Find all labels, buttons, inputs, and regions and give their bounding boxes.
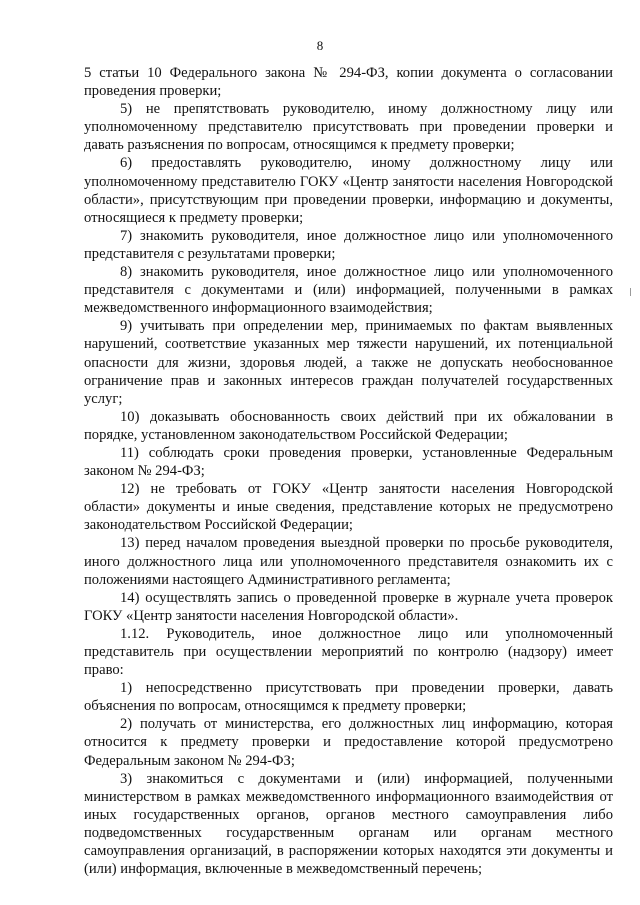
paragraph-item-13: 13) перед началом проведения выездной проверки по просьбе руководителя, иного должностного лица или уполномоченного представителя ознакомить их с положениями настоящего Административного регламента; xyxy=(84,535,613,588)
paragraph-right-1: 1) непосредственно присутствовать при проведении проверки, давать объяснения по вопросам, относящимся к предмету проверки; xyxy=(84,680,613,715)
paragraph-item-11: 11) соблюдать сроки проведения проверки, установленные Федеральным законом № 294-ФЗ; xyxy=(84,444,613,480)
paragraph-right-3: 3) знакомиться с документами и (или) информацией, полученными министерством в рамках межведомственного информационного взаимодействия от иных государственных органов, органов местного самоуправления либо подведомственных государственным органам или органам местного самоуправления организаций, в распоряжении которых находятся эти документы и (или) информация, включенные в межведомственный перечень; xyxy=(84,770,613,878)
scan-margin-mark xyxy=(630,288,631,296)
section-1-12-heading: 1.12. Руководитель, иное должностное лицо или уполномоченный представитель при осуществлении мероприятий по контролю (надзору) имеет право: xyxy=(84,625,613,679)
paragraph-item-8: 8) знакомить руководителя, иное должностное лицо или уполномоченного представителя с документами и (или) информацией, полученными в рамках межведомственного информационного взаимодействия; xyxy=(84,264,613,317)
paragraph-item-6: 6) предоставлять руководителю, иному должностному лицу или уполномоченному представителю ГОКУ «Центр занятости населения Новгородской области», присутствующим при проведении проверки, информацию и документы, относящиеся к предмету проверки; xyxy=(84,155,613,226)
paragraph-right-2: 2) получать от министерства, его должностных лиц информацию, которая относится к предмету проверки и предоставление которой предусмотрено Федеральным законом № 294-ФЗ; xyxy=(84,716,613,769)
paragraph-item-9: 9) учитывать при определении мер, принимаемых по фактам выявленных нарушений, соответствие указанных мер тяжести нарушений, их потенциальной опасности для жизни, здоровья людей, а также не допускать необоснованное ограничение прав и законных интересов граждан получателей государственных услуг; xyxy=(84,318,613,407)
paragraph-item-12: 12) не требовать от ГОКУ «Центр занятости населения Новгородской области» документы и иные сведения, представление которых не предусмотрено законодательством Российской Федерации; xyxy=(84,481,613,534)
paragraph-item-14: 14) осуществлять запись о проведенной проверке в журнале учета проверок ГОКУ «Центр занятости населения Новгородской области». xyxy=(84,589,613,624)
paragraph-item-10: 10) доказывать обоснованность своих действий при их обжаловании в порядке, установленном законодательством Российской Федерации; xyxy=(84,408,613,443)
page-number: 8 xyxy=(316,38,324,53)
document-body xyxy=(84,64,613,878)
paragraph-item-5: 5) не препятствовать руководителю, иному должностному лицу или уполномоченному представителю присутствовать при проведении проверки и давать разъяснения по вопросам, относящимся к предмету проверки; xyxy=(84,101,613,154)
paragraph-item-7: 7) знакомить руководителя, иное должностное лицо или уполномоченного представителя с результатами проверки; xyxy=(84,227,613,262)
paragraph-continuation: 5 статьи 10 Федерального закона № 294-ФЗ, копии документа о согласовании проведения проверки; xyxy=(84,65,613,100)
